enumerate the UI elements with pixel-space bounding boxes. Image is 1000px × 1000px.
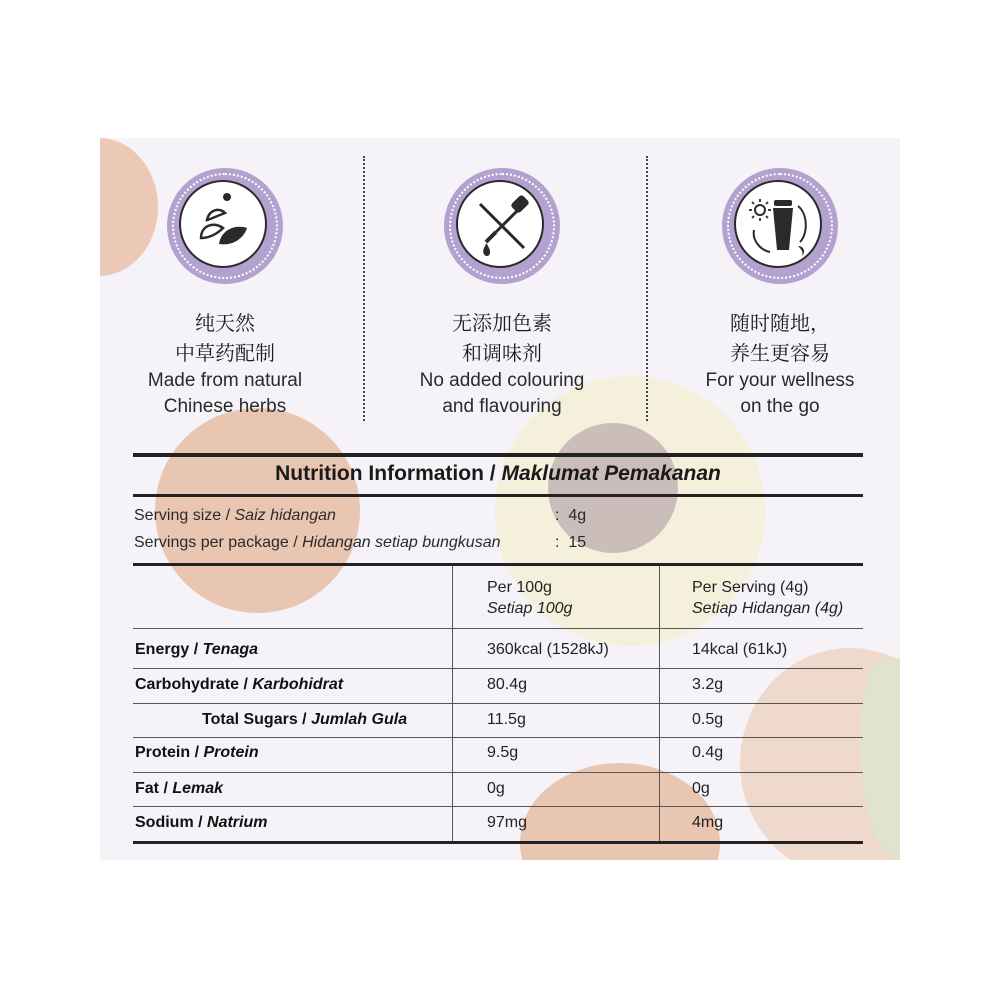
title-rule <box>133 494 863 497</box>
feature-no-additives <box>377 168 627 420</box>
feature-en-text: Made from natural Chinese herbs <box>147 370 303 417</box>
column-header-per-serving: Per Serving (4g) Setiap Hidangan (4g) <box>692 579 844 617</box>
feature-en-text: For your wellness on the go <box>705 370 855 417</box>
herb-leaf-icon <box>179 180 271 272</box>
row-line <box>133 628 863 629</box>
row-line <box>133 737 863 738</box>
table-cell: 0.5g <box>692 711 724 728</box>
background-fruit-bottom <box>520 763 720 860</box>
table-top-rule <box>133 453 863 457</box>
table-row-label: Total Sugars / Jumlah Gula <box>202 711 408 728</box>
table-cell: 0.4g <box>692 744 724 761</box>
column-header-per100g: Per 100g Setiap 100g <box>487 579 573 617</box>
servings-per-package-value: : 15 <box>555 534 587 551</box>
feature-badge <box>722 168 838 284</box>
feature-badge <box>444 168 560 284</box>
table-cell: 4mg <box>692 814 724 831</box>
header-rule <box>133 563 863 566</box>
table-cell: 97mg <box>487 814 528 831</box>
table-row-label: Sodium / Natrium <box>135 814 268 831</box>
table-cell: 14kcal (61kJ) <box>692 641 788 658</box>
feature-wellness-on-the-go <box>655 168 900 420</box>
table-row-label: Energy / Tenaga <box>135 641 259 658</box>
table-cell: 9.5g <box>487 744 519 761</box>
row-line <box>133 806 863 807</box>
feature-zh-text: 无添加色素 和调味剂 <box>452 311 552 365</box>
table-row-label: Fat / Lemak <box>135 780 224 797</box>
row-line <box>133 668 863 669</box>
nutrition-title: Nutrition Information / Maklumat Pemakanan <box>275 462 721 485</box>
feature-zh-text: 随时随地， 养生更容易 <box>730 311 830 365</box>
table-row-label: Protein / Protein <box>135 744 259 761</box>
table-cell: 0g <box>692 780 710 797</box>
nutrition-panel <box>100 138 900 860</box>
table-row-label: Carbohydrate / Karbohidrat <box>135 676 344 693</box>
serving-size-row: Serving size / Saiz hidangan <box>134 507 336 524</box>
feature-divider <box>363 156 365 421</box>
table-bottom-rule <box>133 841 863 844</box>
table-cell: 0g <box>487 780 505 797</box>
travel-cup-icon <box>734 180 826 272</box>
table-cell: 11.5g <box>487 711 526 728</box>
row-line <box>133 772 863 773</box>
table-cell: 80.4g <box>487 676 528 693</box>
feature-natural-herbs <box>100 168 350 420</box>
feature-en-text: No added colouring and flavouring <box>419 370 585 417</box>
feature-badge <box>167 168 283 284</box>
row-line <box>133 703 863 704</box>
feature-zh-text: 纯天然 中草药配制 <box>175 311 275 365</box>
table-cell: 3.2g <box>692 676 724 693</box>
feature-divider <box>646 156 648 421</box>
servings-per-package-row: Servings per package / Hidangan setiap bungkusan <box>134 534 501 551</box>
no-dropper-icon <box>456 180 548 272</box>
table-cell: 360kcal (1528kJ) <box>487 641 609 658</box>
serving-size-value: : 4g <box>555 507 587 524</box>
